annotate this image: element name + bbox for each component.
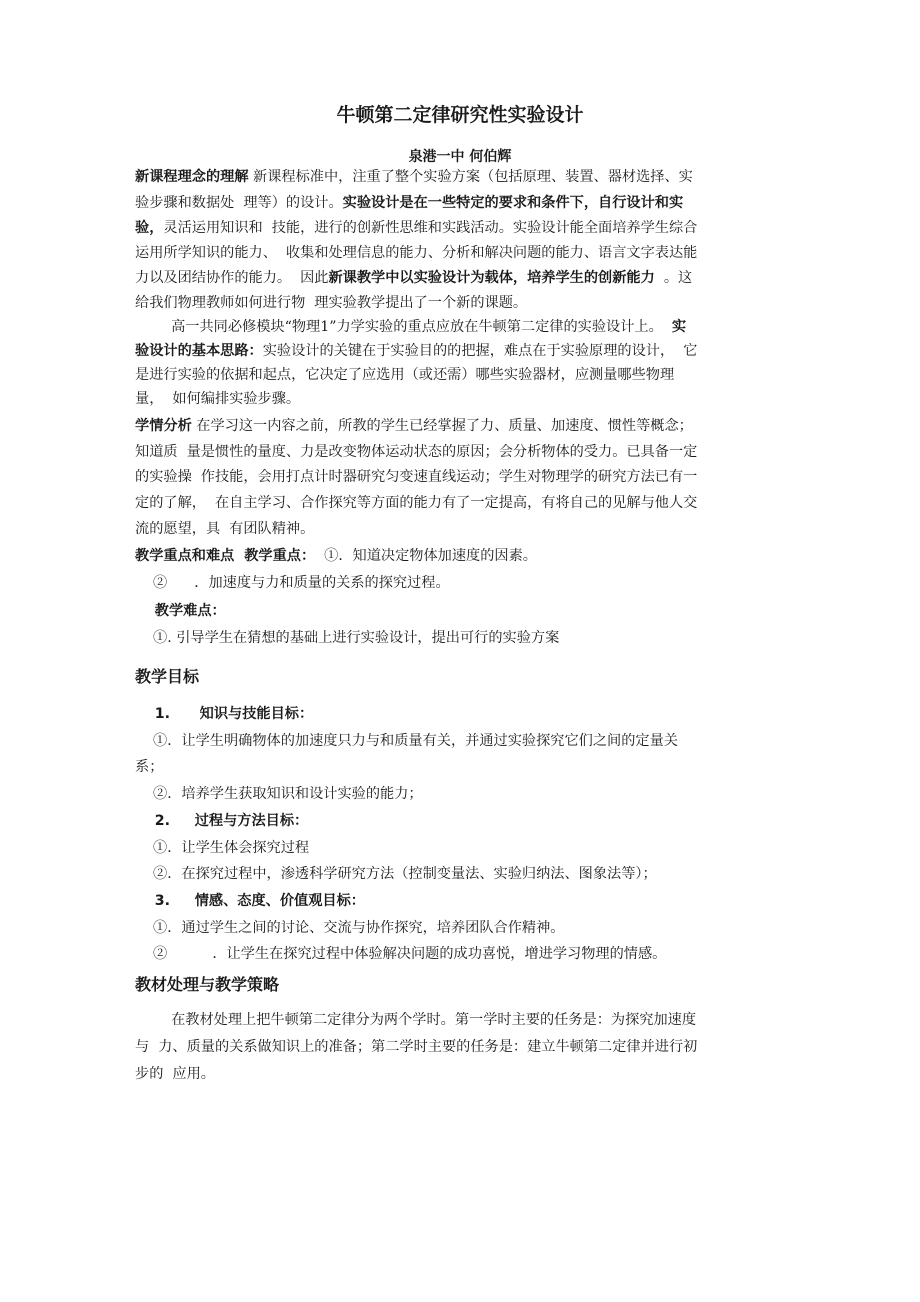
document-author: 泉港一中 何伯辉 xyxy=(408,149,512,165)
students-heading: 学情分析 xyxy=(135,418,192,434)
intro-line-6: 给我们物理教师如何进行物 理实验教学提出了一个新的课题。 xyxy=(135,295,528,311)
goal-1a-cont: 系； xyxy=(135,759,164,775)
keypoints-line-4: ①. 引导学生在猜想的基础上进行实验设计，提出可行的实验方案 xyxy=(135,630,560,646)
students-line-3: 的实验操 作技能，会用打点计时器研究匀变速直线运动；学生对物理学的研究方法已有一 xyxy=(135,469,698,485)
goal-2a: ①．让学生体会探究过程 xyxy=(135,840,310,856)
goal-3a: ①．通过学生之间的讨论、交流与协作探究，培养团队合作精神。 xyxy=(135,920,565,936)
strategy-line-1: 在教材处理上把牛顿第二定律分为两个学时。第一学时主要的任务是：为探究加速度 xyxy=(135,1012,697,1028)
students-line-2: 知道质 量是惯性的量度、力是改变物体运动状态的原因；会分析物体的受力。已具备一定 xyxy=(135,444,698,460)
intro-line-4: 运用所学知识的能力、 收集和处理信息的能力、分析和解决问题的能力、语言文字表达能 xyxy=(135,245,698,261)
students-line-4: 定的了解， 在自主学习、合作探究等方面的能力有了一定提高，有将自己的见解与他人交 xyxy=(135,495,698,511)
intro-line-2: 验步骤和数据处 理等）的设计。实验设计是在一些特定的要求和条件下，自行设计和实 xyxy=(135,195,684,211)
keypoints-difficulty-heading: 教学难点： xyxy=(135,603,226,619)
intro-line-1: 新课程理念的理解 新课程标准中，注重了整个实验方案（包括原理、装置、器材选择、实 xyxy=(135,169,693,185)
strategy-line-3: 步的 应用。 xyxy=(135,1066,215,1082)
goal-3b: ② ．让学生在探究过程中体验解决问题的成功喜悦，增进学习物理的情感。 xyxy=(135,946,667,962)
idea-line-1: 高一共同必修模块“物理1”力学实验的重点应放在牛顿第二定律的实验设计上。 实 xyxy=(135,319,687,335)
students-line-1: 学情分析 在学习这一内容之前，所教的学生已经掌握了力、质量、加速度、惯性等概念； xyxy=(135,418,693,434)
keypoints-heading: 教学重点和难点 教学重点： xyxy=(135,548,316,564)
keypoints-line-2: ② ．加速度与力和质量的关系的探究过程。 xyxy=(135,575,450,591)
goal-2-heading: 2. 过程与方法目标： xyxy=(135,813,309,829)
idea-line-2: 验设计的基本思路：实验设计的关键在于实验目的的把握，难点在于实验原理的设计， 它 xyxy=(135,343,698,359)
idea-line-4: 量， 如何编排实验步骤。 xyxy=(135,391,301,407)
goal-2b: ②．在探究过程中，渗透科学研究方法（控制变量法、实验归纳法、图象法等）； xyxy=(135,866,657,882)
document-title: 牛顿第二定律研究性实验设计 xyxy=(336,104,584,126)
intro-line-5: 力以及团结协作的能力。 因此新课教学中以实验设计为载体，培养学生的创新能力 。这 xyxy=(135,270,693,286)
goal-1a: ①．让学生明确物体的加速度只力与和质量有关，并通过实验探究它们之间的定量关 xyxy=(135,733,678,749)
strategy-heading: 教材处理与教学策略 xyxy=(135,975,280,994)
goal-1b: ②．培养学生获取知识和设计实验的能力； xyxy=(135,786,423,802)
intro-line-3: 验，灵活运用知识和 技能，进行的创新性思维和实践活动。实验设计能全面培养学生综合 xyxy=(135,220,698,236)
students-line-5: 流的愿望，具 有团队精神。 xyxy=(135,521,315,537)
goal-1-heading: 1. 知识与技能目标： xyxy=(135,706,314,722)
idea-line-3: 是进行实验的依据和起点，它决定了应选用（或还需）哪些实验器材，应测量哪些物理 xyxy=(135,367,675,383)
keypoints-line-1: 教学重点和难点 教学重点： ①．知道决定物体加速度的因素。 xyxy=(135,548,537,564)
goal-3-heading: 3. 情感、态度、价值观目标： xyxy=(135,893,365,909)
goals-heading: 教学目标 xyxy=(135,667,200,686)
strategy-line-2: 与 力、质量的关系做知识上的准备；第二学时主要的任务是：建立牛顿第二定律并进行初 xyxy=(135,1039,698,1055)
intro-heading: 新课程理念的理解 xyxy=(135,169,249,185)
